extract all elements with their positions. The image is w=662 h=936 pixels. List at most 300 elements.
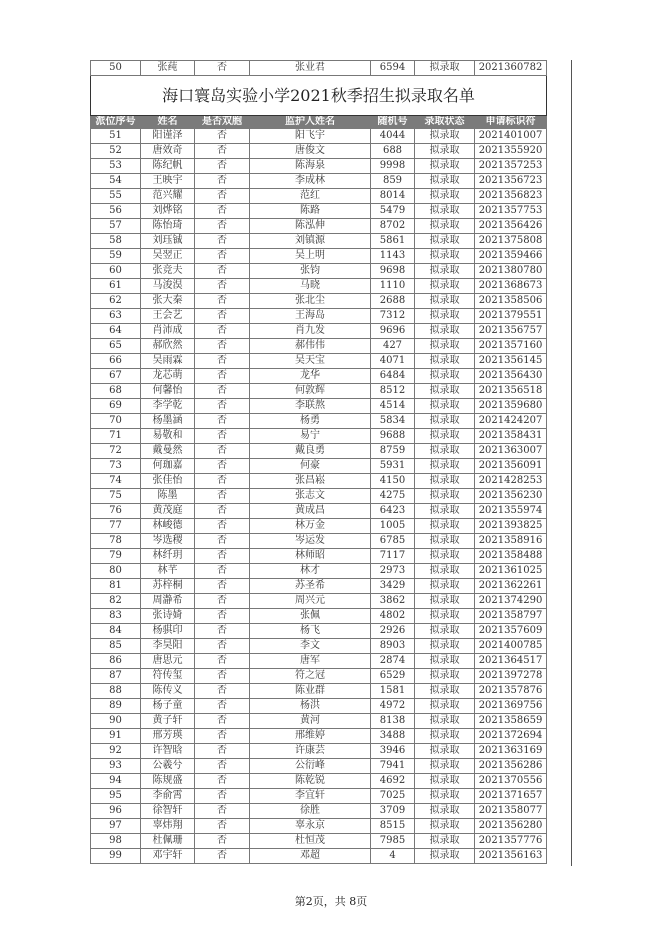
cell-app-id: 2021428253 bbox=[475, 474, 547, 489]
page-border-line bbox=[571, 60, 572, 866]
cell-app-id: 2021393825 bbox=[475, 519, 547, 534]
cell-twin: 否 bbox=[195, 534, 250, 549]
cell-status: 拟录取 bbox=[415, 354, 475, 369]
cell-guardian: 王海岛 bbox=[250, 309, 371, 324]
cell-random: 8138 bbox=[371, 714, 415, 729]
cell-name: 范兴耀 bbox=[141, 189, 195, 204]
cell-twin: 否 bbox=[195, 61, 250, 76]
cell-guardian: 陈路 bbox=[250, 204, 371, 219]
cell-app-id: 2021355920 bbox=[475, 144, 547, 159]
cell-guardian: 李联熬 bbox=[250, 399, 371, 414]
cell-app-id: 2021356280 bbox=[475, 819, 547, 834]
cell-app-id: 2021356518 bbox=[475, 384, 547, 399]
cell-twin: 否 bbox=[195, 834, 250, 849]
cell-status: 拟录取 bbox=[415, 849, 475, 864]
cell-seq: 56 bbox=[91, 204, 141, 219]
cell-twin: 否 bbox=[195, 264, 250, 279]
table-row bbox=[91, 504, 547, 519]
table-row bbox=[91, 804, 547, 819]
cell-name: 何馨怡 bbox=[141, 384, 195, 399]
cell-guardian: 杨飞 bbox=[250, 624, 371, 639]
cell-guardian: 杨洪 bbox=[250, 699, 371, 714]
cell-status: 拟录取 bbox=[415, 324, 475, 339]
cell-status: 拟录取 bbox=[415, 639, 475, 654]
cell-status: 拟录取 bbox=[415, 264, 475, 279]
cell-twin: 否 bbox=[195, 549, 250, 564]
cell-twin: 否 bbox=[195, 219, 250, 234]
cell-seq: 77 bbox=[91, 519, 141, 534]
cell-random: 4692 bbox=[371, 774, 415, 789]
cell-name: 陈墨 bbox=[141, 489, 195, 504]
cell-seq: 57 bbox=[91, 219, 141, 234]
cell-twin: 否 bbox=[195, 324, 250, 339]
cell-twin: 否 bbox=[195, 474, 250, 489]
cell-status: 拟录取 bbox=[415, 759, 475, 774]
cell-app-id: 2021371657 bbox=[475, 789, 547, 804]
cell-twin: 否 bbox=[195, 594, 250, 609]
cell-random: 7312 bbox=[371, 309, 415, 324]
cell-guardian: 何敦辉 bbox=[250, 384, 371, 399]
cell-seq: 96 bbox=[91, 804, 141, 819]
cell-seq: 92 bbox=[91, 744, 141, 759]
cell-twin: 否 bbox=[195, 609, 250, 624]
table-row bbox=[91, 384, 547, 399]
cell-name: 吴翌正 bbox=[141, 249, 195, 264]
cell-name: 张佳怡 bbox=[141, 474, 195, 489]
cell-random: 4802 bbox=[371, 609, 415, 624]
cell-app-id: 2021356723 bbox=[475, 174, 547, 189]
cell-name: 张竞夫 bbox=[141, 264, 195, 279]
cell-app-id: 2021363169 bbox=[475, 744, 547, 759]
cell-twin: 否 bbox=[195, 639, 250, 654]
table-row bbox=[91, 819, 547, 834]
table-row bbox=[91, 639, 547, 654]
page-title: 海口寰岛实验小学2021秋季招生拟录取名单 bbox=[91, 76, 547, 116]
table-row bbox=[91, 474, 547, 489]
table-row bbox=[91, 309, 547, 324]
cell-twin: 否 bbox=[195, 444, 250, 459]
table-row bbox=[91, 489, 547, 504]
cell-random: 4275 bbox=[371, 489, 415, 504]
table-row bbox=[91, 174, 547, 189]
cell-status: 拟录取 bbox=[415, 669, 475, 684]
cell-guardian: 苏圣希 bbox=[250, 579, 371, 594]
cell-seq: 87 bbox=[91, 669, 141, 684]
cell-seq: 76 bbox=[91, 504, 141, 519]
table-row bbox=[91, 699, 547, 714]
cell-seq: 68 bbox=[91, 384, 141, 399]
cell-status: 拟录取 bbox=[415, 609, 475, 624]
cell-name: 戴曼然 bbox=[141, 444, 195, 459]
cell-status: 拟录取 bbox=[415, 339, 475, 354]
cell-seq: 62 bbox=[91, 294, 141, 309]
cell-status: 拟录取 bbox=[415, 384, 475, 399]
admission-table bbox=[90, 60, 547, 864]
cell-random: 3946 bbox=[371, 744, 415, 759]
cell-app-id: 2021356757 bbox=[475, 324, 547, 339]
cell-twin: 否 bbox=[195, 849, 250, 864]
cell-name: 周瀞希 bbox=[141, 594, 195, 609]
cell-status: 拟录取 bbox=[415, 549, 475, 564]
cell-twin: 否 bbox=[195, 174, 250, 189]
cell-seq: 98 bbox=[91, 834, 141, 849]
cell-twin: 否 bbox=[195, 789, 250, 804]
cell-app-id: 2021397278 bbox=[475, 669, 547, 684]
cell-name: 陈传义 bbox=[141, 684, 195, 699]
cell-status: 拟录取 bbox=[415, 519, 475, 534]
cell-name: 王映宇 bbox=[141, 174, 195, 189]
cell-guardian: 周兴元 bbox=[250, 594, 371, 609]
cell-status: 拟录取 bbox=[415, 789, 475, 804]
cell-app-id: 2021363007 bbox=[475, 444, 547, 459]
cell-status: 拟录取 bbox=[415, 819, 475, 834]
cell-twin: 否 bbox=[195, 339, 250, 354]
cell-random: 1143 bbox=[371, 249, 415, 264]
cell-guardian: 岑运发 bbox=[250, 534, 371, 549]
cell-seq: 65 bbox=[91, 339, 141, 354]
cell-name: 杨子童 bbox=[141, 699, 195, 714]
cell-app-id: 2021358916 bbox=[475, 534, 547, 549]
cell-seq: 86 bbox=[91, 654, 141, 669]
cell-twin: 否 bbox=[195, 804, 250, 819]
cell-seq: 69 bbox=[91, 399, 141, 414]
cell-random: 5834 bbox=[371, 414, 415, 429]
cell-twin: 否 bbox=[195, 714, 250, 729]
cell-seq: 95 bbox=[91, 789, 141, 804]
cell-name: 张诗婍 bbox=[141, 609, 195, 624]
cell-guardian: 易宁 bbox=[250, 429, 371, 444]
cell-seq: 70 bbox=[91, 414, 141, 429]
cell-app-id: 2021356823 bbox=[475, 189, 547, 204]
cell-name: 李俞霄 bbox=[141, 789, 195, 804]
cell-name: 王会艺 bbox=[141, 309, 195, 324]
cell-guardian: 郝伟伟 bbox=[250, 339, 371, 354]
cell-seq: 50 bbox=[91, 61, 141, 76]
cell-guardian: 李宜轩 bbox=[250, 789, 371, 804]
cell-seq: 94 bbox=[91, 774, 141, 789]
table-row bbox=[91, 159, 547, 174]
cell-name: 邓宇轩 bbox=[141, 849, 195, 864]
cell-guardian: 阳飞宇 bbox=[250, 129, 371, 144]
table-row bbox=[91, 549, 547, 564]
cell-twin: 否 bbox=[195, 189, 250, 204]
cell-name: 符传玺 bbox=[141, 669, 195, 684]
cell-guardian: 张钧 bbox=[250, 264, 371, 279]
cell-seq: 79 bbox=[91, 549, 141, 564]
cell-app-id: 2021356091 bbox=[475, 459, 547, 474]
cell-twin: 否 bbox=[195, 579, 250, 594]
cell-random: 4071 bbox=[371, 354, 415, 369]
cell-random: 5931 bbox=[371, 459, 415, 474]
cell-random: 8014 bbox=[371, 189, 415, 204]
cell-status: 拟录取 bbox=[415, 219, 475, 234]
cell-name: 林纤玥 bbox=[141, 549, 195, 564]
cell-name: 唐效奇 bbox=[141, 144, 195, 159]
cell-random: 6423 bbox=[371, 504, 415, 519]
cell-name: 李昊阳 bbox=[141, 639, 195, 654]
cell-seq: 93 bbox=[91, 759, 141, 774]
cell-status: 拟录取 bbox=[415, 249, 475, 264]
cell-random: 1581 bbox=[371, 684, 415, 699]
cell-name: 杨骐印 bbox=[141, 624, 195, 639]
cell-status: 拟录取 bbox=[415, 684, 475, 699]
table-row bbox=[91, 444, 547, 459]
cell-seq: 72 bbox=[91, 444, 141, 459]
cell-random: 6484 bbox=[371, 369, 415, 384]
cell-random: 4044 bbox=[371, 129, 415, 144]
cell-name: 张莼 bbox=[141, 61, 195, 76]
cell-guardian: 肖九发 bbox=[250, 324, 371, 339]
cell-guardian: 张昌崧 bbox=[250, 474, 371, 489]
table-row bbox=[91, 774, 547, 789]
cell-random: 427 bbox=[371, 339, 415, 354]
cell-seq: 63 bbox=[91, 309, 141, 324]
cell-random: 7117 bbox=[371, 549, 415, 564]
cell-twin: 否 bbox=[195, 144, 250, 159]
table-row bbox=[91, 459, 547, 474]
cell-random: 2973 bbox=[371, 564, 415, 579]
cell-twin: 否 bbox=[195, 519, 250, 534]
cell-seq: 54 bbox=[91, 174, 141, 189]
table-row bbox=[91, 714, 547, 729]
cell-twin: 否 bbox=[195, 669, 250, 684]
cell-status: 拟录取 bbox=[415, 489, 475, 504]
cell-status: 拟录取 bbox=[415, 699, 475, 714]
cell-app-id: 2021358488 bbox=[475, 549, 547, 564]
table-row bbox=[91, 534, 547, 549]
cell-seq: 71 bbox=[91, 429, 141, 444]
cell-twin: 否 bbox=[195, 729, 250, 744]
cell-seq: 52 bbox=[91, 144, 141, 159]
cell-random: 2926 bbox=[371, 624, 415, 639]
cell-app-id: 2021357876 bbox=[475, 684, 547, 699]
cell-twin: 否 bbox=[195, 309, 250, 324]
cell-twin: 否 bbox=[195, 234, 250, 249]
cell-random: 9688 bbox=[371, 429, 415, 444]
table-row bbox=[91, 669, 547, 684]
cell-app-id: 2021359680 bbox=[475, 399, 547, 414]
cell-random: 7941 bbox=[371, 759, 415, 774]
table-row bbox=[91, 61, 547, 76]
cell-status: 拟录取 bbox=[415, 594, 475, 609]
cell-seq: 58 bbox=[91, 234, 141, 249]
cell-app-id: 2021359466 bbox=[475, 249, 547, 264]
cell-name: 易敬和 bbox=[141, 429, 195, 444]
cell-name: 邢芳瑛 bbox=[141, 729, 195, 744]
cell-twin: 否 bbox=[195, 204, 250, 219]
table-row bbox=[91, 279, 547, 294]
cell-guardian: 吴天宝 bbox=[250, 354, 371, 369]
cell-guardian: 许康芸 bbox=[250, 744, 371, 759]
cell-status: 拟录取 bbox=[415, 369, 475, 384]
cell-seq: 75 bbox=[91, 489, 141, 504]
cell-seq: 73 bbox=[91, 459, 141, 474]
cell-app-id: 2021358659 bbox=[475, 714, 547, 729]
cell-name: 陈怡琦 bbox=[141, 219, 195, 234]
header-seq: 派位序号 bbox=[91, 116, 141, 129]
cell-app-id: 2021357753 bbox=[475, 204, 547, 219]
cell-app-id: 2021361025 bbox=[475, 564, 547, 579]
cell-app-id: 2021357160 bbox=[475, 339, 547, 354]
cell-twin: 否 bbox=[195, 399, 250, 414]
cell-status: 拟录取 bbox=[415, 61, 475, 76]
header-status: 录取状态 bbox=[415, 116, 475, 129]
cell-random: 1005 bbox=[371, 519, 415, 534]
table-row bbox=[91, 294, 547, 309]
cell-status: 拟录取 bbox=[415, 159, 475, 174]
cell-twin: 否 bbox=[195, 819, 250, 834]
cell-app-id: 2021401007 bbox=[475, 129, 547, 144]
cell-guardian: 邢维婷 bbox=[250, 729, 371, 744]
cell-guardian: 陈泓伸 bbox=[250, 219, 371, 234]
cell-seq: 55 bbox=[91, 189, 141, 204]
cell-random: 6594 bbox=[371, 61, 415, 76]
cell-app-id: 2021375808 bbox=[475, 234, 547, 249]
cell-guardian: 符之冠 bbox=[250, 669, 371, 684]
cell-status: 拟录取 bbox=[415, 474, 475, 489]
cell-name: 阳谨泽 bbox=[141, 129, 195, 144]
table-row bbox=[91, 744, 547, 759]
cell-twin: 否 bbox=[195, 354, 250, 369]
cell-name: 陈规盛 bbox=[141, 774, 195, 789]
cell-guardian: 唐俊文 bbox=[250, 144, 371, 159]
cell-twin: 否 bbox=[195, 624, 250, 639]
cell-name: 苏梓桐 bbox=[141, 579, 195, 594]
cell-random: 8702 bbox=[371, 219, 415, 234]
table-row bbox=[91, 369, 547, 384]
table-row bbox=[91, 429, 547, 444]
cell-twin: 否 bbox=[195, 159, 250, 174]
cell-app-id: 2021362261 bbox=[475, 579, 547, 594]
cell-random: 5479 bbox=[371, 204, 415, 219]
cell-app-id: 2021357253 bbox=[475, 159, 547, 174]
cell-guardian: 林万金 bbox=[250, 519, 371, 534]
cell-status: 拟录取 bbox=[415, 309, 475, 324]
cell-twin: 否 bbox=[195, 369, 250, 384]
cell-seq: 85 bbox=[91, 639, 141, 654]
cell-status: 拟录取 bbox=[415, 399, 475, 414]
cell-twin: 否 bbox=[195, 489, 250, 504]
cell-seq: 78 bbox=[91, 534, 141, 549]
cell-name: 杜佩珊 bbox=[141, 834, 195, 849]
cell-seq: 89 bbox=[91, 699, 141, 714]
cell-twin: 否 bbox=[195, 654, 250, 669]
cell-guardian: 杨勇 bbox=[250, 414, 371, 429]
cell-status: 拟录取 bbox=[415, 144, 475, 159]
cell-name: 马浚淏 bbox=[141, 279, 195, 294]
cell-twin: 否 bbox=[195, 384, 250, 399]
cell-app-id: 2021356230 bbox=[475, 489, 547, 504]
table-row bbox=[91, 264, 547, 279]
cell-random: 9998 bbox=[371, 159, 415, 174]
header-twin: 是否双胞 bbox=[195, 116, 250, 129]
cell-random: 4150 bbox=[371, 474, 415, 489]
cell-name: 郝欣然 bbox=[141, 339, 195, 354]
header-guardian: 监护人姓名 bbox=[250, 116, 371, 129]
cell-name: 张大秦 bbox=[141, 294, 195, 309]
cell-random: 3709 bbox=[371, 804, 415, 819]
cell-app-id: 2021355974 bbox=[475, 504, 547, 519]
cell-seq: 74 bbox=[91, 474, 141, 489]
cell-guardian: 张佩 bbox=[250, 609, 371, 624]
cell-guardian: 何豪 bbox=[250, 459, 371, 474]
cell-seq: 99 bbox=[91, 849, 141, 864]
cell-twin: 否 bbox=[195, 414, 250, 429]
cell-name: 刘烨铭 bbox=[141, 204, 195, 219]
cell-app-id: 2021364517 bbox=[475, 654, 547, 669]
cell-status: 拟录取 bbox=[415, 129, 475, 144]
cell-app-id: 2021356430 bbox=[475, 369, 547, 384]
cell-twin: 否 bbox=[195, 129, 250, 144]
cell-app-id: 2021360782 bbox=[475, 61, 547, 76]
cell-guardian: 张北尘 bbox=[250, 294, 371, 309]
cell-name: 陈纪帆 bbox=[141, 159, 195, 174]
table-row bbox=[91, 624, 547, 639]
cell-name: 徐智轩 bbox=[141, 804, 195, 819]
cell-guardian: 刘镇源 bbox=[250, 234, 371, 249]
cell-seq: 88 bbox=[91, 684, 141, 699]
cell-app-id: 2021357609 bbox=[475, 624, 547, 639]
cell-guardian: 范红 bbox=[250, 189, 371, 204]
cell-guardian: 张业君 bbox=[250, 61, 371, 76]
cell-status: 拟录取 bbox=[415, 204, 475, 219]
cell-status: 拟录取 bbox=[415, 744, 475, 759]
cell-name: 龙芯萌 bbox=[141, 369, 195, 384]
cell-status: 拟录取 bbox=[415, 729, 475, 744]
cell-seq: 64 bbox=[91, 324, 141, 339]
cell-seq: 81 bbox=[91, 579, 141, 594]
cell-status: 拟录取 bbox=[415, 279, 475, 294]
cell-twin: 否 bbox=[195, 744, 250, 759]
cell-twin: 否 bbox=[195, 294, 250, 309]
table-row bbox=[91, 189, 547, 204]
cell-app-id: 2021370556 bbox=[475, 774, 547, 789]
cell-seq: 66 bbox=[91, 354, 141, 369]
table-row bbox=[91, 579, 547, 594]
cell-guardian: 龙华 bbox=[250, 369, 371, 384]
table-row bbox=[91, 834, 547, 849]
cell-seq: 90 bbox=[91, 714, 141, 729]
cell-random: 2874 bbox=[371, 654, 415, 669]
cell-guardian: 张志文 bbox=[250, 489, 371, 504]
cell-guardian: 陈业群 bbox=[250, 684, 371, 699]
cell-status: 拟录取 bbox=[415, 504, 475, 519]
cell-name: 李学乾 bbox=[141, 399, 195, 414]
cell-seq: 84 bbox=[91, 624, 141, 639]
cell-status: 拟录取 bbox=[415, 189, 475, 204]
page-footer: 第2页，共 8页 bbox=[294, 895, 368, 908]
cell-twin: 否 bbox=[195, 759, 250, 774]
cell-app-id: 2021357776 bbox=[475, 834, 547, 849]
cell-seq: 82 bbox=[91, 594, 141, 609]
cell-app-id: 2021358077 bbox=[475, 804, 547, 819]
cell-twin: 否 bbox=[195, 564, 250, 579]
cell-seq: 59 bbox=[91, 249, 141, 264]
table-row bbox=[91, 339, 547, 354]
table-row bbox=[91, 729, 547, 744]
cell-status: 拟录取 bbox=[415, 174, 475, 189]
cell-random: 4514 bbox=[371, 399, 415, 414]
cell-seq: 60 bbox=[91, 264, 141, 279]
table-row bbox=[91, 204, 547, 219]
cell-name: 何珈嘉 bbox=[141, 459, 195, 474]
table-row bbox=[91, 564, 547, 579]
table-row bbox=[91, 144, 547, 159]
cell-guardian: 黄河 bbox=[250, 714, 371, 729]
cell-guardian: 辜永京 bbox=[250, 819, 371, 834]
cell-guardian: 公衍峰 bbox=[250, 759, 371, 774]
title-row bbox=[91, 76, 547, 116]
